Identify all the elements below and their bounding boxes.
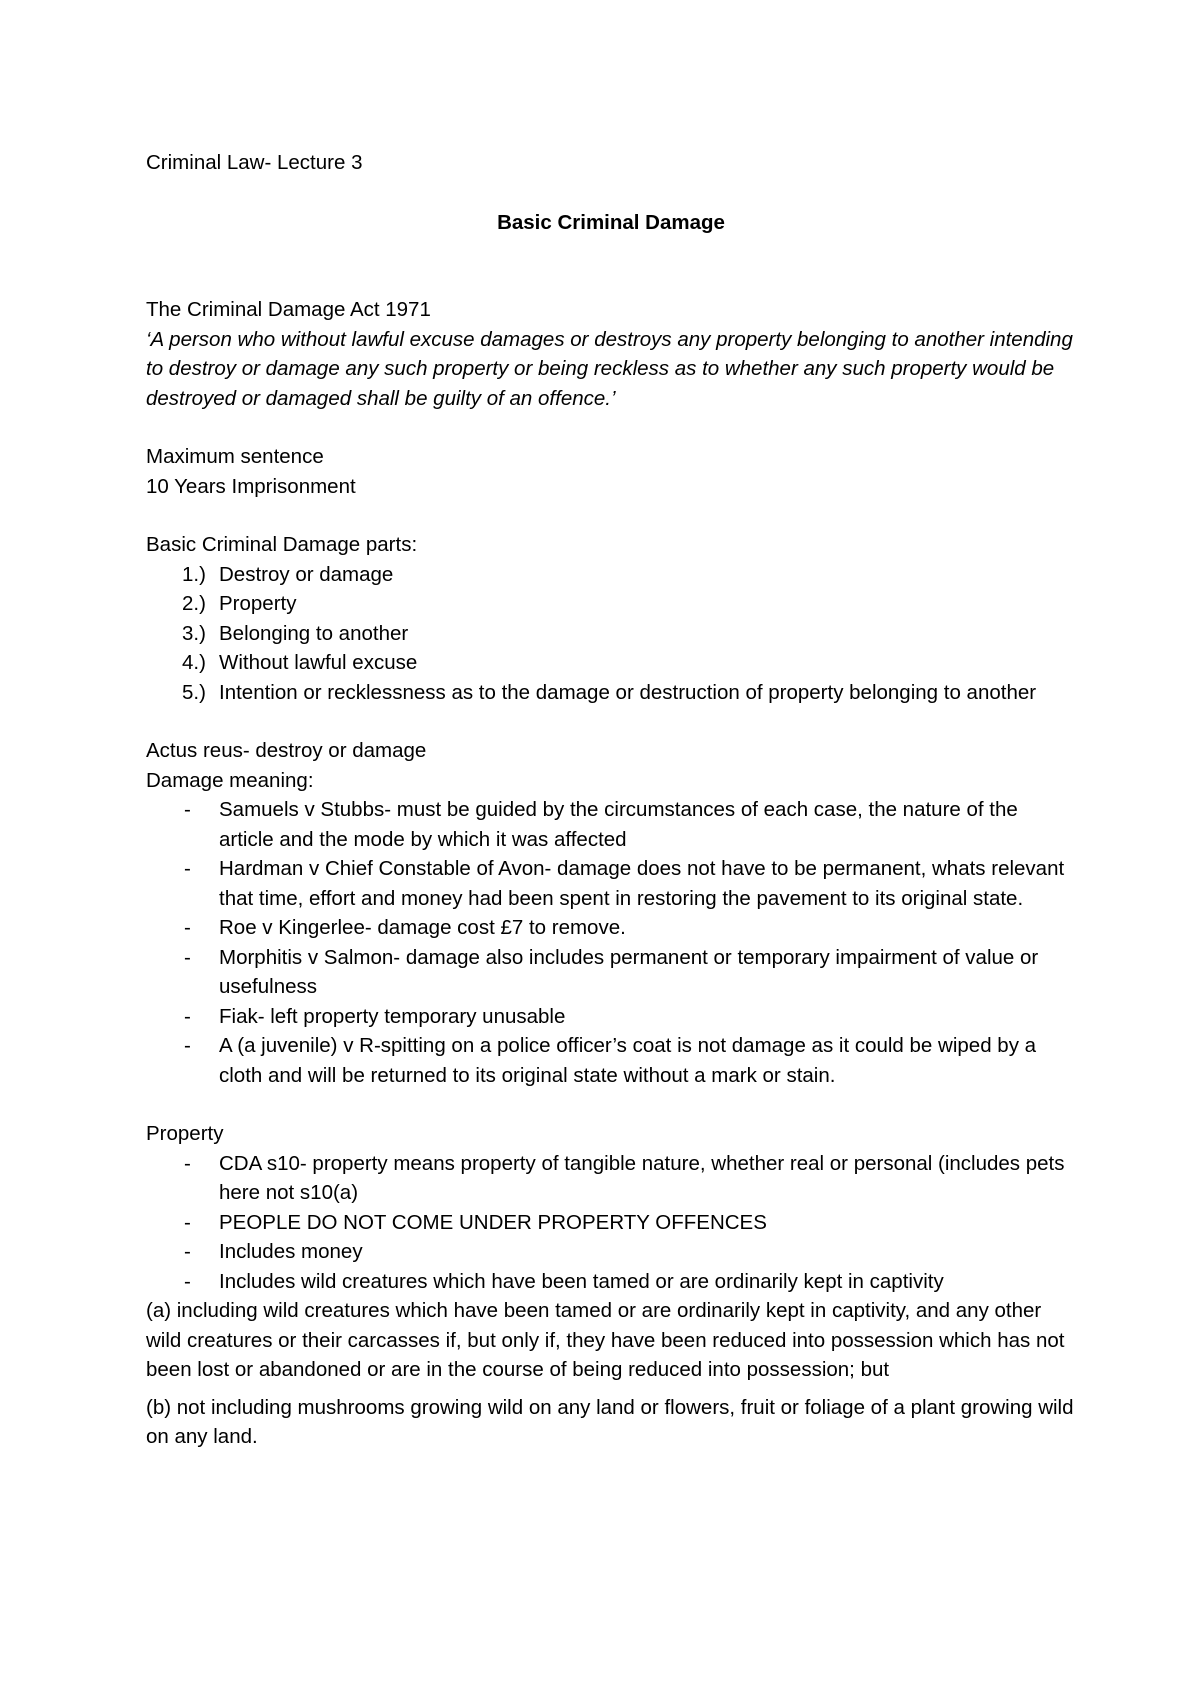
- bullet-dash: -: [184, 1151, 191, 1175]
- list-number: 4.): [182, 651, 206, 674]
- list-item-text: CDA s10- property means property of tangible nature, whether real or personal (includes pets here not s10(a): [219, 1151, 1065, 1204]
- actus-heading: Actus reus- destroy or damage: [146, 739, 427, 762]
- bullet-dash: -: [184, 1210, 191, 1234]
- list-item-text: Includes wild creatures which have been tamed or are ordinarily kept in captivity: [219, 1269, 944, 1293]
- list-item: [146, 678, 1076, 708]
- parts-list: [146, 560, 1076, 708]
- act-name: The Criminal Damage Act 1971: [146, 298, 431, 321]
- list-number: 3.): [182, 621, 206, 645]
- list-item-text: Without lawful excuse: [219, 651, 418, 674]
- list-item: [146, 854, 1076, 913]
- list-item: [146, 648, 1076, 678]
- list-item: [146, 1031, 1076, 1090]
- list-item: [146, 795, 1076, 854]
- damage-meaning-heading: Damage meaning:: [146, 768, 314, 792]
- list-item-text: Intention or recklessness as to the damage or destruction of property belonging to another: [219, 680, 1037, 704]
- act-quote: ‘A person who without lawful excuse damages or destroys any property belonging to another intending to destroy or damage any such property or being reckless as to whether any such property would be destroyed or damaged shall be guilty of an offence.’: [146, 327, 1073, 410]
- list-item: [146, 589, 1076, 619]
- bullet-dash: -: [184, 1269, 191, 1293]
- bullet-dash: -: [184, 916, 191, 939]
- list-item: [146, 1002, 1076, 1032]
- list-item-text: Morphitis v Salmon- damage also includes permanent or temporary impairment of value or usefulness: [219, 945, 1039, 998]
- list-item: [146, 560, 1076, 590]
- property-heading: Property: [146, 1122, 224, 1145]
- bullet-dash: -: [184, 945, 191, 969]
- statute-paragraph-a: (a) including wild creatures which have been tamed or are ordinarily kept in captivity, and any other wild creatures or their carcasses if, but only if, they have been reduced into possession which has not been lost or abandoned or are in the course of being reduced into possession; but: [146, 1299, 1065, 1381]
- list-item-text: Property: [219, 592, 297, 615]
- list-item-text: A (a juvenile) v R-spitting on a police officer’s coat is not damage as it could be wiped by a cloth and will be returned to its original state without a mark or stain.: [219, 1034, 1037, 1087]
- list-item: [146, 619, 1076, 649]
- lecture-header: Criminal Law- Lecture 3: [146, 151, 363, 174]
- list-item: [146, 1267, 1076, 1297]
- parts-heading: Basic Criminal Damage parts:: [146, 533, 418, 556]
- list-item-text: Fiak- left property temporary unusable: [219, 1004, 566, 1028]
- page-title: Basic Criminal Damage: [497, 210, 725, 234]
- sentence-label: Maximum sentence: [146, 445, 324, 468]
- bullet-dash: -: [184, 1034, 191, 1057]
- list-number: 2.): [182, 592, 206, 615]
- list-item: [146, 1208, 1076, 1238]
- list-item-text: Roe v Kingerlee- damage cost £7 to remove.: [219, 916, 626, 939]
- statute-paragraph-b: (b) not including mushrooms growing wild on any land or flowers, fruit or foliage of a plant growing wild on any land.: [146, 1395, 1074, 1448]
- list-item: [146, 1149, 1076, 1208]
- list-item-text: Samuels v Stubbs- must be guided by the circumstances of each case, the nature of the article and the mode by which it was affected: [219, 798, 1018, 851]
- damage-cases-list: [146, 795, 1076, 1090]
- list-number: 1.): [182, 562, 206, 586]
- bullet-dash: -: [184, 857, 191, 880]
- bullet-dash: -: [184, 1004, 191, 1028]
- list-item: [146, 943, 1076, 1002]
- bullet-dash: -: [184, 1240, 191, 1263]
- document-body: [146, 148, 1076, 1452]
- list-number: 5.): [182, 680, 206, 704]
- list-item-text: Hardman v Chief Constable of Avon- damage does not have to be permanent, whats relevant that time, effort and money had been spent in restoring the pavement to its original state.: [219, 857, 1065, 910]
- bullet-dash: -: [184, 798, 191, 821]
- list-item-text: Destroy or damage: [219, 562, 394, 586]
- list-item-text: Belonging to another: [219, 621, 409, 645]
- list-item-text: PEOPLE DO NOT COME UNDER PROPERTY OFFENCES: [219, 1210, 767, 1234]
- list-item: [146, 1237, 1076, 1267]
- sentence-value: 10 Years Imprisonment: [146, 474, 356, 498]
- list-item-text: Includes money: [219, 1240, 363, 1263]
- property-list: [146, 1149, 1076, 1297]
- list-item: [146, 913, 1076, 943]
